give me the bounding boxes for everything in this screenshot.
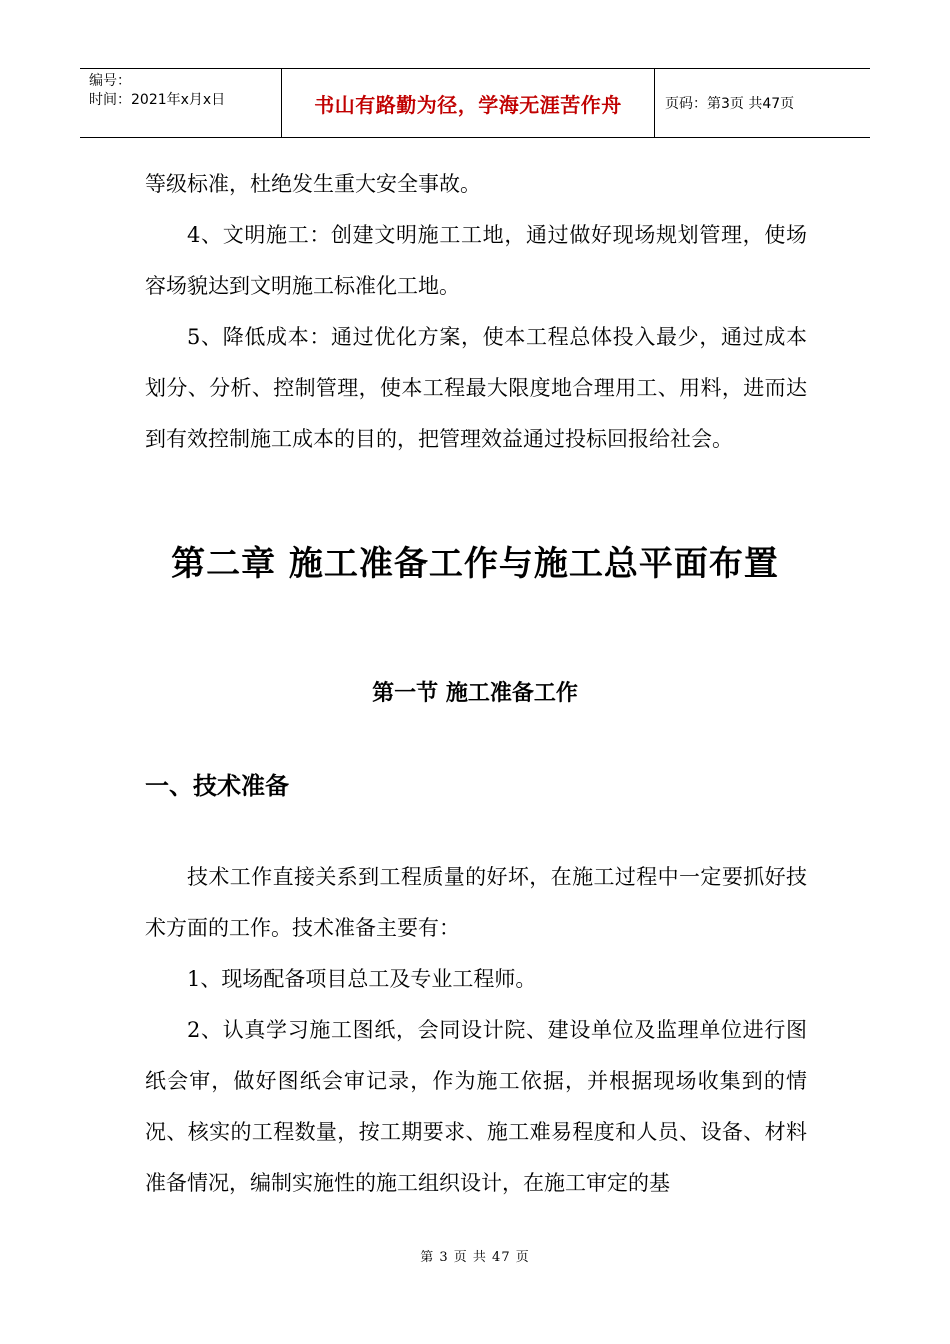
paragraph-3: 5、降低成本：通过优化方案，使本工程总体投入最少，通过成本划分、分析、控制管理，使本工程最大限度地合理用工、用料，进而达到有效控制施工成本的目的，把管理效益通过投标回报给社会。	[145, 325, 807, 451]
header-left-cell	[80, 69, 282, 137]
paragraph-2: 4、文明施工：创建文明施工工地，通过做好现场规划管理，使场容场貌达到文明施工标准化工地。	[145, 223, 807, 298]
paragraph-5: 1、现场配备项目总工及专业工程师。	[187, 967, 537, 991]
header-motto: 书山有路勤为径，学海无涯苦作舟	[282, 69, 655, 137]
header-page-info: 页码：第3页 共47页	[665, 96, 795, 112]
subheading: 一、技术准备	[145, 772, 289, 800]
page-footer: 第 3 页 共 47 页	[420, 1250, 530, 1265]
paragraph-6: 2、认真学习施工图纸，会同设计院、建设单位及监理单位进行图纸会审，做好图纸会审记录，作为施工依据，并根据现场收集到的情况、核实的工程数量，按工期要求、施工难易程度和人员、设备、材料准备情况，编制实施性的施工组织设计，在施工审定的基	[145, 1018, 807, 1195]
paragraph-4: 技术工作直接关系到工程质量的好坏，在施工过程中一定要抓好技术方面的工作。技术准备主要有：	[145, 865, 807, 940]
section-title: 第一节 施工准备工作	[372, 681, 578, 706]
paragraph-1: 等级标准，杜绝发生重大安全事故。	[145, 172, 481, 196]
header-number: 编号：	[89, 73, 131, 89]
header-table	[80, 68, 870, 138]
chapter-title: 第二章 施工准备工作与施工总平面布置	[171, 544, 779, 584]
header-time: 时间：2021年x月x日	[89, 92, 226, 108]
